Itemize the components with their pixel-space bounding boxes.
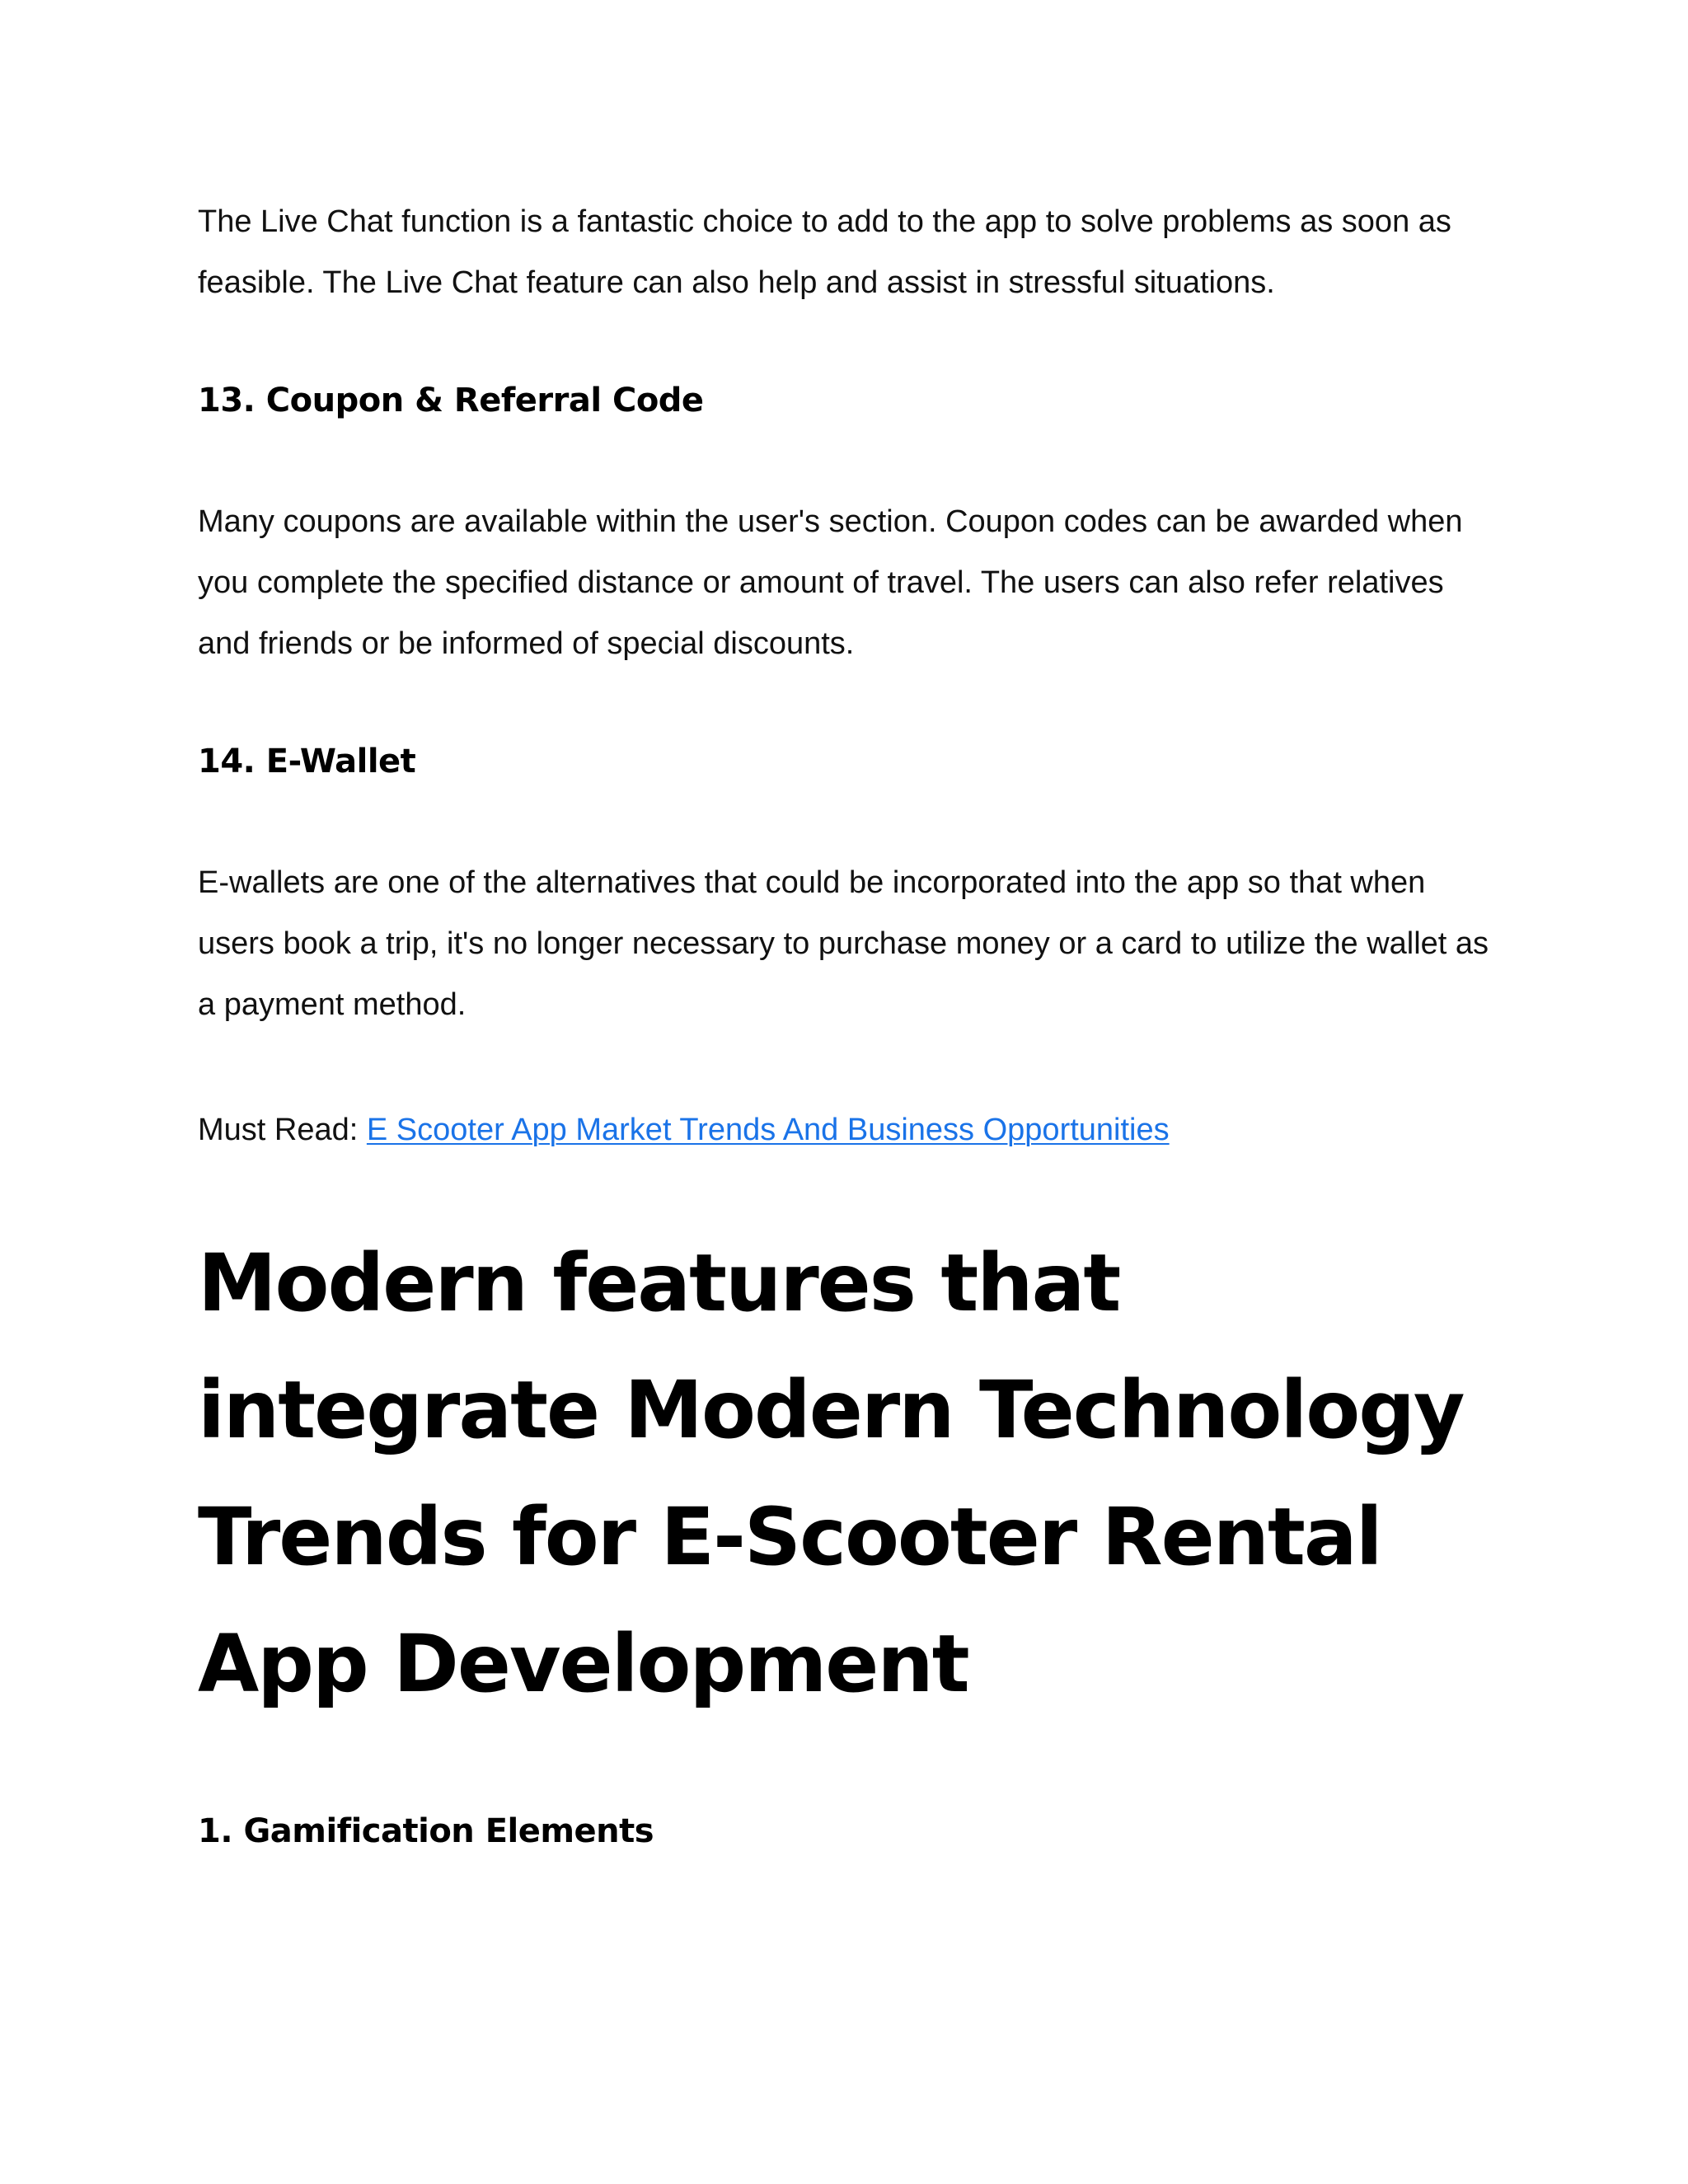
document-content <box>198 191 1500 1854</box>
coupon-referral-heading: 13. Coupon & Referral Code <box>198 382 704 419</box>
must-read-link[interactable]: E Scooter App Market Trends And Business Opportunities <box>366 1113 1170 1147</box>
live-chat-paragraph: The Live Chat function is a fantastic choice to add to the app to solve problems as soon as feasible. The Live Chat feature can also help and assist in stressful situations. <box>198 204 1451 300</box>
main-section-heading: Modern features that integrate Modern Technology Trends for E-Scooter Rental App Development <box>198 1237 1464 1710</box>
must-read-line <box>198 1099 1500 1160</box>
e-wallet-paragraph: E-wallets are one of the alternatives that could be incorporated into the app so that when users book a trip, it's no longer necessary to purchase money or a card to utilize the wallet as a payment method. <box>198 865 1489 1022</box>
coupon-paragraph: Many coupons are available within the user's section. Coupon codes can be awarded when you complete the specified distance or amount of travel. The users can also refer relatives and friends or be informed of special discounts. <box>198 504 1463 661</box>
must-read-label: Must Read: <box>198 1113 367 1147</box>
e-wallet-heading: 14. E-Wallet <box>198 743 416 780</box>
gamification-heading: 1. Gamification Elements <box>198 1812 654 1850</box>
